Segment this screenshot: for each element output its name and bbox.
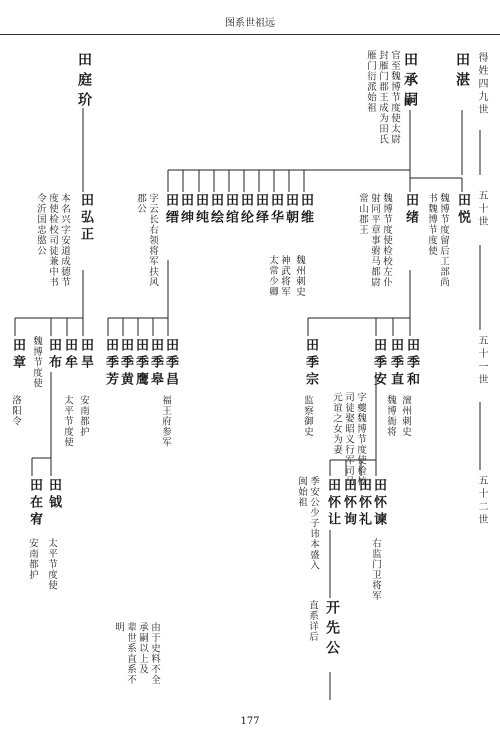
person-tian-mou: 田牟 <box>62 338 77 372</box>
note-chengsi: 官至魏博节度使太尉 封雁门郡王成为田氏 雁门衍派始祖 <box>365 50 400 145</box>
note-jihe: 澶州刺史 <box>400 395 411 437</box>
person-kaixiangong: 开先公 <box>324 600 340 660</box>
note-zhao: 神武将军 太常少卿 <box>267 255 290 297</box>
generation-52: 五十二世 <box>476 475 487 527</box>
person-tian-jifang: 田季芳 <box>103 338 118 389</box>
person-tian-zhan: 田湛 <box>454 52 470 92</box>
note-jian: 字夔魏博节度使检校 司徒娶昭义行军司马 元谊之女为妻 <box>331 392 366 487</box>
person-tian-jiying: 田季鹰 <box>133 338 148 389</box>
note-zaiyou: 安南都护 <box>27 538 38 580</box>
person-tian-jihuang: 田季黄 <box>118 338 133 389</box>
person-tian-huaixun: 田怀询 <box>341 478 356 529</box>
note-zhang-title: 魏博节度使 <box>31 336 42 389</box>
person-tian-jian: 田季安 <box>371 338 386 389</box>
footnote: 由于史料不全 承嗣以上及 辈世系直系不 明 <box>113 622 160 685</box>
note-kaixian: 直系详后 <box>307 600 318 642</box>
person-tian-jichang: 田季昌 <box>163 338 178 389</box>
person-tian-jizhi: 田季直 <box>388 338 403 389</box>
person-tian-han: 田旱 <box>78 338 93 372</box>
person-tian-yi: 田绎 <box>253 193 268 227</box>
person-tian-shen: 田绅 <box>178 193 193 227</box>
person-tian-tingjie: 田庭玠 <box>76 52 92 112</box>
note-jichang: 福王府参军 <box>160 395 171 448</box>
person-tian-chun: 田纯 <box>193 193 208 227</box>
note-jizong: 监察御史 <box>302 395 313 437</box>
person-tian-wei: 田维 <box>298 193 313 227</box>
page-header: 图系世祖远 <box>225 18 275 29</box>
note-jizhi: 魏博衙将 <box>385 395 396 437</box>
note-han: 安南都护 <box>78 395 89 437</box>
person-tian-huaijian: 田怀谏 <box>371 478 386 529</box>
person-tian-zhao: 田朝 <box>283 193 298 227</box>
generation-51: 五十一世 <box>476 335 487 387</box>
note-wei2: 太平节度使 <box>46 538 57 591</box>
page-number: 177 <box>240 716 260 727</box>
person-tian-xu: 田绪 <box>403 193 418 227</box>
person-tian-huaili: 田怀礼 <box>356 478 371 529</box>
person-tian-hua: 田华 <box>268 193 283 227</box>
note-zhang: 洛阳令 <box>10 395 21 427</box>
person-tian-hongzheng: 田弘正 <box>78 193 93 244</box>
person-tian-zaiyou: 田在宥 <box>27 478 42 529</box>
person-tian-hui: 田绘 <box>208 193 223 227</box>
person-tian-zhang: 田章 <box>10 338 25 372</box>
person-tian-guan: 田绾 <box>223 193 238 227</box>
note-huaijian: 右监门卫将军 <box>370 538 381 601</box>
generation-49: 得姓四九世 <box>476 52 487 117</box>
note-xu: 魏博节度使检校左仆 射同平章事驸马都尉 常山郡王 <box>357 193 392 288</box>
person-tian-chengsi: 田承嗣 <box>402 52 418 112</box>
note-yue: 魏博节度留后工部尚 书魏博节度使 <box>426 193 449 288</box>
note-wei: 魏州刺史 <box>294 255 305 297</box>
generation-50: 五十世 <box>476 190 487 229</box>
header-rule <box>0 34 500 35</box>
person-tian-wei2: 田钺 <box>46 478 61 512</box>
person-tian-lun: 田纶 <box>238 193 253 227</box>
person-tian-yue: 田悦 <box>455 193 470 227</box>
person-tian-jizong: 田季宗 <box>303 338 318 389</box>
person-tian-bu: 田布 <box>46 338 61 372</box>
note-ji: 字云长右领将军扶风 郡公 <box>135 193 158 288</box>
person-tian-jigao: 田季皋 <box>148 338 163 389</box>
note-mou: 太平节度使 <box>62 395 73 448</box>
note-hongzheng: 本名兴字安道成德节 度使检校司徒兼中书 令沂国忠愍公 <box>35 193 70 288</box>
person-tian-ji: 田缙 <box>163 193 178 227</box>
note-huairang: 季安公少子讳本盛入 闽始祖 <box>296 476 319 571</box>
person-tian-jihe: 田季和 <box>404 338 419 389</box>
person-tian-huairang: 田怀让 <box>325 478 340 529</box>
